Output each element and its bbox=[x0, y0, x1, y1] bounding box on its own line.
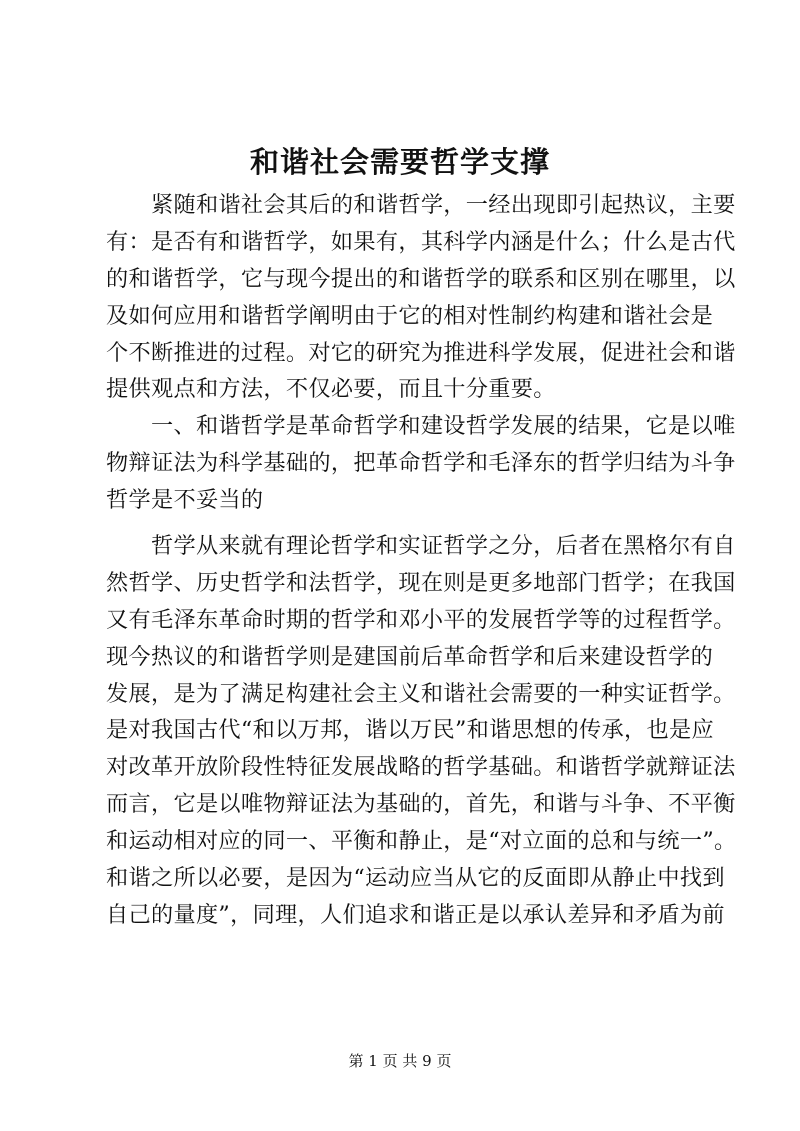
text-line: 个不断推进的过程。对它的研究为推进科学发展，促进社会和谐 bbox=[106, 339, 736, 366]
paragraph-gap bbox=[106, 519, 708, 528]
text-line: 而言，它是以唯物辩证法为基础的，首先，和谐与斗争、不平衡 bbox=[106, 791, 736, 818]
text-line: 及如何应用和谐哲学阐明由于它的相对性制约构建和谐社会是 bbox=[106, 302, 714, 329]
page-footer: 第 1 页 共 9 页 bbox=[348, 1052, 452, 1070]
text-line: 又有毛泽东革命时期的哲学和邓小平的发展哲学等的过程哲学。 bbox=[106, 606, 736, 633]
text-line: 和运动相对应的同一、平衡和静止，是“对立面的总和与统一”。 bbox=[106, 828, 737, 855]
text-line: 现今热议的和谐哲学则是建国前后革命哲学和后来建设哲学的 bbox=[106, 643, 714, 670]
text-line: 提供观点和方法，不仅必要，而且十分重要。 bbox=[106, 376, 556, 403]
section-heading-1 bbox=[106, 408, 736, 519]
paragraph-intro bbox=[106, 187, 736, 408]
page-title: 和谐社会需要哲学支撑 bbox=[249, 145, 550, 179]
text-line: 自己的量度”，同理，人们追求和谐正是以承认差异和矛盾为前 bbox=[106, 901, 725, 928]
text-line: 是对我国古代“和以万邦，谐以万民”和谐思想的传承，也是应 bbox=[106, 717, 714, 744]
text-line: 发展，是为了满足构建社会主义和谐社会需要的一种实证哲学。 bbox=[106, 680, 736, 707]
text-line: 哲学从来就有理论哲学和实证哲学之分，后者在黑格尔有自 bbox=[106, 533, 736, 560]
text-line: 物辩证法为科学基础的，把革命哲学和毛泽东的哲学归结为斗争 bbox=[106, 450, 736, 477]
text-line: 有：是否有和谐哲学，如果有，其科学内涵是什么；什么是古代 bbox=[106, 228, 736, 255]
text-line: 的和谐哲学，它与现今提出的和谐哲学的联系和区别在哪里，以 bbox=[106, 265, 736, 292]
text-line: 紧随和谐社会其后的和谐哲学，一经出现即引起热议，主要 bbox=[106, 192, 736, 218]
text-line: 哲学是不妥当的 bbox=[106, 487, 264, 514]
text-line: 然哲学、历史哲学和法哲学，现在则是更多地部门哲学；在我国 bbox=[106, 569, 736, 596]
text-line: 和谐之所以必要，是因为“运动应当从它的反面即从静止中找到 bbox=[106, 865, 725, 892]
text-line: 对改革开放阶段性特征发展战略的哲学基础。和谐哲学就辩证法 bbox=[106, 754, 736, 781]
text-line: 一、和谐哲学是革命哲学和建设哲学发展的结果，它是以唯 bbox=[106, 413, 736, 440]
document-body bbox=[106, 187, 737, 934]
paragraph-body bbox=[106, 528, 737, 934]
